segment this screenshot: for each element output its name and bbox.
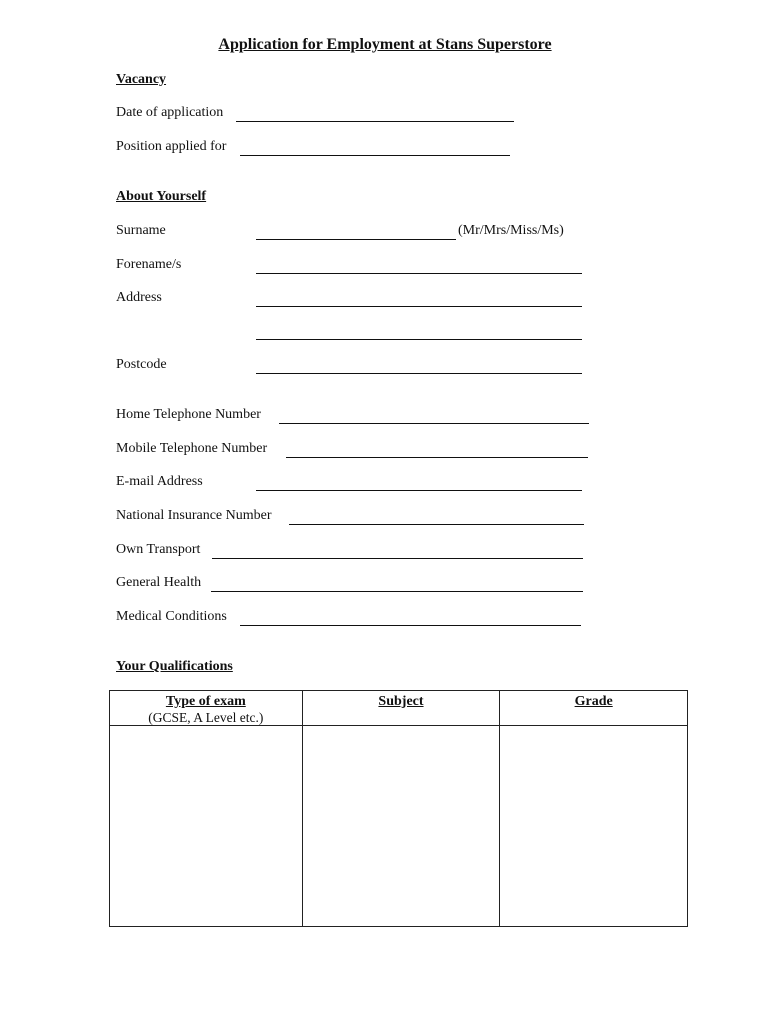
medical-conditions-field[interactable] bbox=[240, 608, 581, 626]
postcode-field[interactable] bbox=[256, 356, 582, 374]
surname-label: Surname bbox=[116, 223, 166, 238]
qualifications-header-row bbox=[110, 691, 688, 726]
national-insurance-label: National Insurance Number bbox=[116, 508, 272, 523]
postcode-label: Postcode bbox=[116, 357, 167, 372]
grade-cell[interactable] bbox=[500, 726, 688, 927]
date-of-application-label: Date of application bbox=[116, 105, 224, 120]
mobile-telephone-label: Mobile Telephone Number bbox=[116, 441, 268, 456]
address-field-line-2[interactable] bbox=[256, 322, 582, 340]
form-title: Application for Employment at Stans Superstore bbox=[218, 36, 552, 53]
qualifications-table bbox=[109, 690, 688, 927]
own-transport-field[interactable] bbox=[212, 541, 583, 559]
type-of-exam-cell[interactable] bbox=[110, 726, 303, 927]
medical-conditions-label: Medical Conditions bbox=[116, 609, 227, 624]
address-label: Address bbox=[116, 290, 162, 305]
general-health-label: General Health bbox=[116, 575, 202, 590]
subject-header-text: Subject bbox=[378, 694, 424, 709]
own-transport-label: Own Transport bbox=[116, 542, 201, 557]
qualifications-entry-row bbox=[110, 726, 688, 927]
vacancy-heading: Vacancy bbox=[116, 72, 167, 87]
mobile-telephone-field[interactable] bbox=[286, 440, 588, 458]
grade-header-text: Grade bbox=[574, 694, 613, 709]
general-health-field[interactable] bbox=[211, 574, 583, 592]
about-yourself-heading: About Yourself bbox=[116, 189, 207, 204]
position-applied-label: Position applied for bbox=[116, 139, 227, 154]
email-label: E-mail Address bbox=[116, 474, 203, 489]
type-of-exam-subheader-text: (GCSE, A Level etc.) bbox=[148, 710, 264, 725]
forename-label: Forename/s bbox=[116, 257, 182, 272]
home-telephone-label: Home Telephone Number bbox=[116, 407, 261, 422]
column-header-subject bbox=[302, 691, 500, 726]
date-of-application-field[interactable] bbox=[236, 104, 514, 122]
email-field[interactable] bbox=[256, 473, 582, 491]
position-applied-field[interactable] bbox=[240, 138, 510, 156]
national-insurance-field[interactable] bbox=[289, 507, 584, 525]
forename-field[interactable] bbox=[256, 256, 582, 274]
qualifications-heading: Your Qualifications bbox=[116, 659, 233, 674]
column-header-type-of-exam bbox=[110, 691, 303, 726]
address-field-line-1[interactable] bbox=[256, 289, 582, 307]
title-options-text: (Mr/Mrs/Miss/Ms) bbox=[458, 223, 564, 238]
subject-cell[interactable] bbox=[302, 726, 500, 927]
home-telephone-field[interactable] bbox=[279, 406, 589, 424]
column-header-grade bbox=[500, 691, 688, 726]
type-of-exam-header-text: Type of exam bbox=[165, 694, 246, 709]
surname-field[interactable] bbox=[256, 222, 456, 240]
